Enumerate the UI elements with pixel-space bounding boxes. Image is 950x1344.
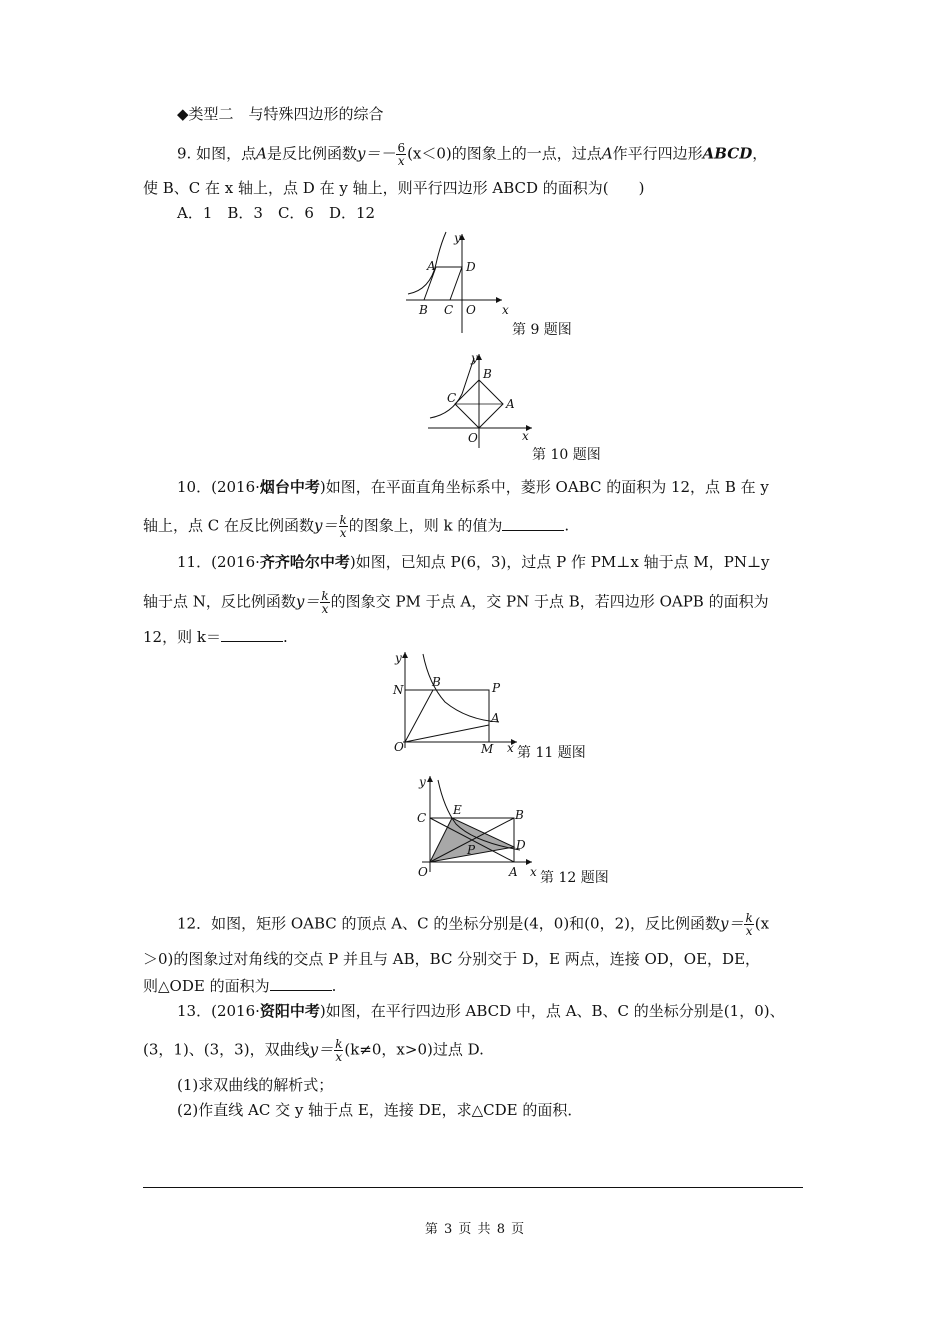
figure-12 [412, 772, 632, 890]
q9-fraction: $\frac{6}{x}$ [397, 141, 406, 168]
fig12-label-C: C [417, 811, 427, 825]
fig9-label-O: O [466, 303, 476, 317]
fig10-label-C: C [447, 391, 457, 405]
q12-line1: 12．如图，矩形 OABC 的顶点 A、C 的坐标分别是(4，0)和(0，2)，反比例函数y＝ $\frac{k}{x}$ (x [177, 911, 770, 938]
fig11-label-x: x [507, 741, 514, 755]
footer-rule [143, 1187, 803, 1188]
fig9-label-y: y [454, 231, 461, 245]
figure-11 [389, 648, 629, 766]
fig9-label-B: B [419, 303, 428, 317]
q12-line3: 则△ODE 的面积为 . [143, 977, 337, 995]
fig12-label-y: y [419, 775, 426, 789]
q13-fraction: $\frac{k}{x}$ [335, 1037, 343, 1064]
fig9-label-x: x [502, 303, 509, 317]
fig12-label-O: O [418, 865, 428, 879]
q10-line2: 轴上，点 C 在反比例函数y＝ $\frac{k}{x}$ 的图象上，则 k 的值为 . [143, 513, 570, 540]
q12-fraction: $\frac{k}{x}$ [745, 911, 753, 938]
q10-source: 烟台中考 [259, 478, 320, 496]
fig11-label-A: A [491, 711, 500, 725]
q13-sub2: (2)作直线 AC 交 y 轴于点 E，连接 DE，求△CDE 的面积． [177, 1101, 583, 1119]
fig12-label-B: B [515, 808, 524, 822]
q12-line2: ＞0)的图象过对角线的交点 P 并且与 AB，BC 分别交于 D，E 两点，连接 OD，OE，DE， [143, 950, 761, 968]
fig10-label-B: B [483, 367, 492, 381]
q13-line2: (3，1)、(3，3)，双曲线y＝ $\frac{k}{x}$ (k≠0，x>0)过点 D. [143, 1037, 484, 1064]
fig11-label-B: B [432, 675, 441, 689]
fig12-label-x: x [530, 865, 537, 879]
fig9-caption: 第 9 题图 [512, 322, 572, 338]
figure-9 [402, 228, 592, 340]
fig12-caption: 第 12 题图 [540, 870, 609, 886]
figure-10 [424, 350, 644, 465]
fig10-label-y: y [471, 351, 478, 365]
q11-line1: 11．(2016·齐齐哈尔中考)如图，已知点 P(6，3)，过点 P 作 PM⊥x 轴于点 M，PN⊥y [177, 553, 770, 571]
fig9-label-C: C [444, 303, 454, 317]
q10-answer-blank[interactable] [502, 518, 564, 531]
q11-line2: 轴于点 N，反比例函数y＝ $\frac{k}{x}$ 的图象交 PM 于点 A，交 PN 于点 B，若四边形 OAPB 的面积为 [143, 589, 769, 616]
q13-sub1: (1)求双曲线的解析式； [177, 1076, 334, 1094]
fig11-label-O: O [394, 740, 404, 754]
fig9-label-D: D [466, 260, 476, 274]
fig10-label-A: A [506, 397, 515, 411]
fig11-label-N: N [393, 683, 404, 697]
q11-source: 齐齐哈尔中考 [259, 553, 350, 571]
fig10-caption: 第 10 题图 [532, 447, 601, 463]
q13-source: 资阳中考 [259, 1002, 320, 1020]
fig10-label-O: O [468, 431, 478, 445]
q10-line1: 10．(2016·烟台中考)如图，在平面直角坐标系中，菱形 OABC 的面积为 12，点 B 在 y [177, 478, 769, 496]
q10-fraction: $\frac{k}{x}$ [339, 513, 347, 540]
q9-line2: 使 B、C 在 x 轴上，点 D 在 y 轴上，则平行四边形 ABCD 的面积为( ) [143, 179, 645, 197]
q9-line1: 9. 如图，点A是反比例函数y＝－ $\frac{6}{x}$ (x＜0)的图象上的一点，过点A作平行四边形ABCD， [177, 141, 768, 168]
fig9-label-A: A [427, 259, 436, 273]
fig11-label-M: M [481, 742, 494, 756]
section-title: ◆类型二 与特殊四边形的综合 [177, 105, 384, 123]
q11-fraction: $\frac{k}{x}$ [321, 589, 329, 616]
fig10-label-x: x [522, 429, 529, 443]
fig12-label-A: A [509, 865, 518, 879]
fig11-caption: 第 11 题图 [517, 745, 586, 761]
fig11-label-y: y [395, 651, 402, 665]
q9-options: A．1 B．3 C．6 D．12 [177, 204, 376, 222]
q12-answer-blank[interactable] [270, 978, 332, 991]
q11-line3: 12，则 k＝ . [143, 628, 288, 646]
fig12-label-P: P [467, 843, 476, 857]
fig11-label-P: P [492, 681, 501, 695]
fig12-label-E: E [453, 803, 462, 817]
page-number: 第 3 页 共 8 页 [424, 1222, 526, 1237]
q11-answer-blank[interactable] [221, 629, 283, 642]
q13-line1: 13．(2016·资阳中考)如图，在平行四边形 ABCD 中，点 A、B、C 的坐标分别是(1，0)、 [177, 1002, 785, 1020]
fig12-label-D: D [516, 838, 526, 852]
